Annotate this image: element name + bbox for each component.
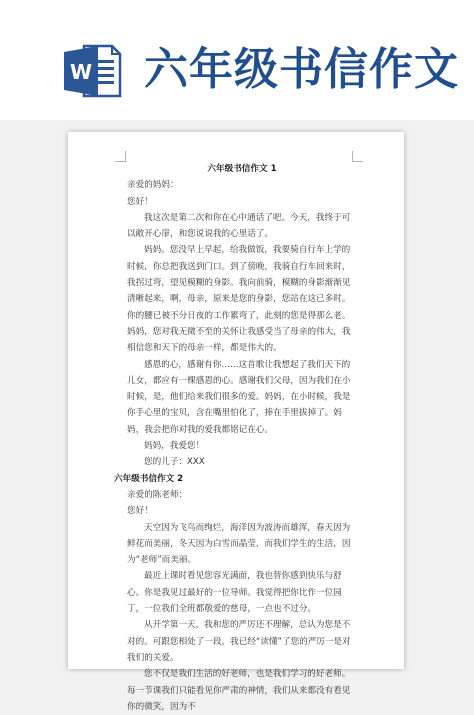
letter-2-paragraph: 从开学第一天，我和您的严厉还不理解，总认为您是不对的。可跟您相处了一段，我已经“读懂”了您的严厉一是对我们的关爱。 — [127, 620, 351, 663]
letter-1-greeting: 您好！ — [127, 196, 153, 207]
letter-2-paragraph: 最近上课时看见您容光满面，我也替你感到快乐与舒心。你是我见过最好的一位导师。我觉得把你比作一位园丁，一位我们全班都敬爱的慈母，一点也不过分。 — [127, 571, 342, 615]
letter-2-salutation: 亲爱的陈老师： — [127, 489, 188, 500]
document-heading-1: 六年级书信作文 1 — [207, 164, 277, 174]
document-heading-2: 六年级书信作文 2 — [114, 473, 184, 484]
letter-2-greeting: 您好！ — [127, 506, 153, 517]
header-banner — [0, 0, 474, 120]
letter-2-paragraph: 您不仅是我们生活的好老师，也是我们学习的好老师。每一节课我们只能看见你严肃的神情，我们从来都没有看见你的微笑，因为不 — [127, 669, 351, 712]
letter-1-closing: 妈妈，我爱您！ — [144, 441, 205, 452]
letter-2-paragraph: 天空因为飞鸟而绚烂，海洋因为波涛而雄浑，春天因为鲜花而美丽，冬天因为白雪而晶莹，而我们学生的生活，因为“老师”而美丽。 — [127, 522, 351, 566]
letter-1-paragraph: 妈妈。您没早上早起，给我做饭，我要骑自行车上学的时候，你总把我送到门口。到了傍晚，我骑自行车回来时，我拐过弯，望见模糊的身影。我向前骑，模糊的身影渐渐见清晰起来，啊，母亲，原来是您的身影，您站在这已多时。你的腰已被不分日夜的工作累弯了，此刻的您是得那么老。妈妈，您对我无微不至的关怀让我感受当了母亲的伟大，我相信您和天下的母亲一样，都是伟大的。 — [127, 245, 351, 354]
letter-1-signature: 您的儿子：XXX — [144, 457, 205, 468]
word-icon-letter: W — [69, 60, 93, 84]
margin-corner-mark — [115, 151, 126, 162]
letter-1-paragraph: 感恩的心，感谢有你……这首歌让我想起了我们天下的儿女，都应有一棵感恩的心。感谢我们父母，因为我们在小时候，是，他们给来我们很多的爱。妈妈，在小时候，我是你手心里的宝贝，含在嘴里怕化了，捧在手里拔掉了。妈妈，我会把你对我的爱我都铭记在心。 — [127, 359, 351, 435]
banner-title: 六年级书信作文 — [144, 44, 459, 95]
word-document-icon — [62, 40, 124, 102]
letter-1-paragraph: 我这次是第二次和你在心中通话了吧。今天，我终于可以敞开心扉，和您说说我的心里话了。 — [127, 212, 351, 240]
letter-1-salutation: 亲爱的妈妈： — [127, 180, 179, 191]
document-body — [114, 161, 357, 715]
document-page — [68, 132, 404, 712]
